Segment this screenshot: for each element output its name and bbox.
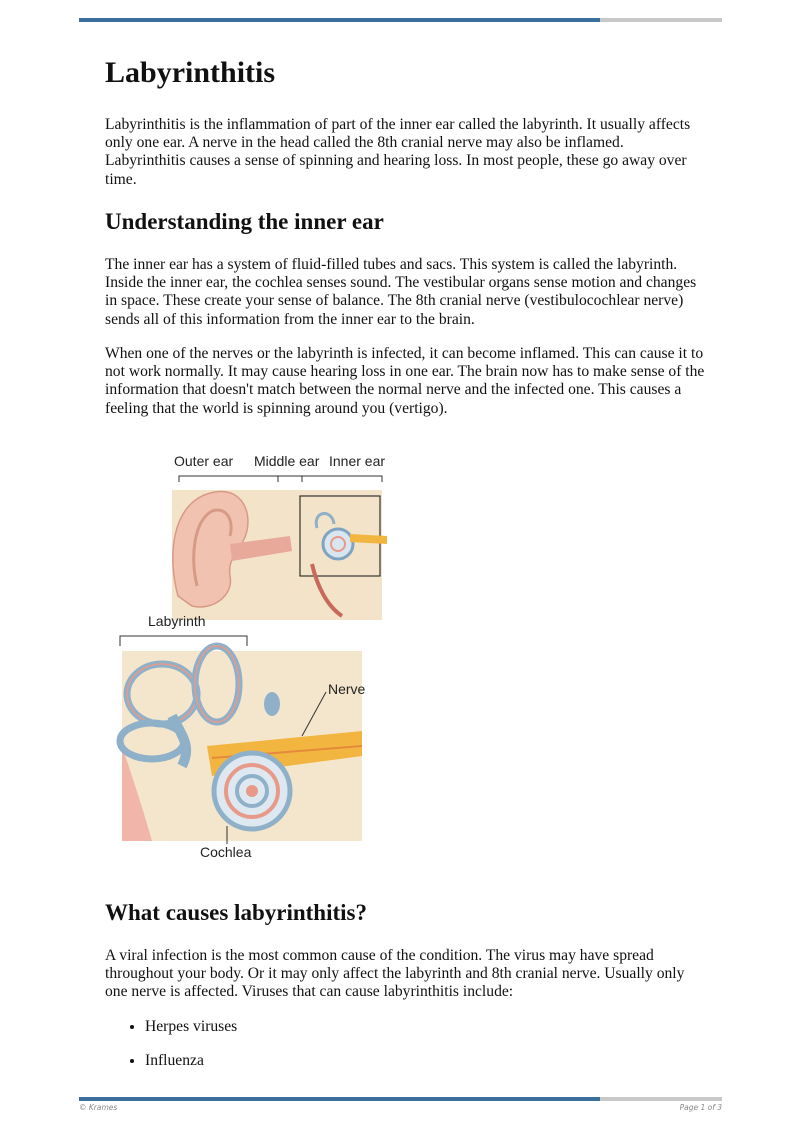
section-heading-inner-ear: Understanding the inner ear (105, 209, 384, 234)
labyrinth-closeup (120, 613, 366, 860)
footer-copyright: © Krames (79, 1103, 118, 1112)
inner-ear-paragraph-1: The inner ear has a system of fluid-filled tubes and sacs. This system is called the labyrinth. Inside the inner ear, the cochlea senses sound. The vestibular organs sense motion and changes in space. These create your sense of balance. The 8th cranial nerve (vestibulocochlear nerve) sends all of this information from the inner ear to the brain. (105, 256, 697, 328)
list-item: • Herpes viruses (145, 1018, 237, 1036)
inner-ear-paragraph-2: When one of the nerves or the labyrinth is infected, it can become inflamed. This can cause it to not work normally. It may cause hearing loss in one ear. The brain now has to make sense of the information that doesn't match between the normal nerve and the infected one. This causes a feeling that the world is spinning around you (vertigo). (105, 345, 705, 417)
list-item: • Influenza (145, 1052, 237, 1070)
label-nerve: Nerve (328, 681, 366, 697)
top-progress-fill (79, 18, 600, 22)
label-cochlea: Cochlea (200, 844, 252, 860)
top-progress-bar (79, 18, 722, 22)
section-heading-causes: What causes labyrinthitis? (105, 900, 367, 925)
ear-cross-section (172, 453, 387, 620)
label-inner-ear: Inner ear (329, 453, 386, 469)
causes-paragraph: A viral infection is the most common cause of the condition. The virus may have spread throughout your body. Or it may only affect the labyrinth and 8th cranial nerve. Usually only one nerve is affected. Viruses that can cause labyrinthitis include: (105, 947, 685, 1001)
label-labyrinth: Labyrinth (148, 613, 206, 629)
virus-list (105, 1018, 237, 1086)
bottom-progress-fill (79, 1097, 600, 1101)
bottom-progress-bar (79, 1097, 722, 1101)
footer-page-number: Page 1 of 3 (679, 1103, 722, 1112)
intro-paragraph: Labyrinthitis is the inflammation of part of the inner ear called the labyrinth. It usually affects only one ear. A nerve in the head called the 8th cranial nerve may also be inflamed. Labyrinthitis causes a sense of spinning and hearing loss. In most people, these go away over time. (105, 116, 691, 188)
ear-anatomy-illustration (112, 446, 402, 866)
label-middle-ear: Middle ear (254, 453, 320, 469)
label-outer-ear: Outer ear (174, 453, 234, 469)
page-title: Labyrinthitis (105, 56, 276, 89)
